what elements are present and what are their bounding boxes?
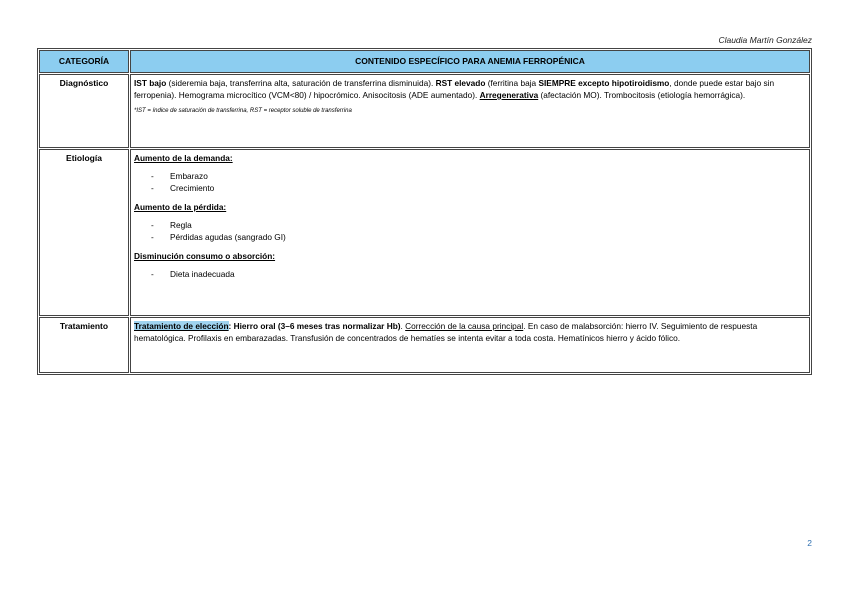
- row-tratamiento: [39, 317, 810, 373]
- author-name: Claudia Martín González: [718, 35, 812, 45]
- correccion-causa-text: Corrección de la causa principal: [405, 321, 524, 331]
- content-diagnostico: [130, 74, 810, 148]
- diag-text-1: (sideremia baja, transferrina alta, saturación de transferrina disminuida).: [166, 78, 436, 88]
- arregenerativa-text: Arregenerativa: [479, 90, 539, 101]
- etio-list-consumo: [134, 268, 806, 280]
- page-number: 2: [807, 538, 812, 548]
- row-diagnostico: [39, 74, 810, 148]
- etio-list-demanda: [134, 170, 806, 194]
- content-etiologia: [130, 149, 810, 316]
- diag-text-3: , donde puede estar bajo sin ferropenia). Hemograma microcítico (VCM<80) / hipocrómico. Anisocitosis (ADE aumentado).: [134, 78, 775, 101]
- table-header-row: [39, 50, 810, 73]
- category-etiologia: Etiología: [39, 149, 129, 316]
- category-diagnostico: Diagnóstico: [39, 74, 129, 148]
- list-item: - Crecimiento: [151, 182, 806, 194]
- hierro-oral-text: Hierro oral (3–6 meses tras normalizar Hb): [233, 321, 401, 331]
- list-item: - Dieta inadecuada: [151, 268, 806, 280]
- row-etiologia: [39, 149, 810, 316]
- etio-heading-demanda: Aumento de la demanda:: [134, 153, 233, 163]
- diag-text-2: (ferritina baja: [485, 78, 539, 88]
- tratamiento-eleccion-text: Tratamiento de elección: [134, 321, 229, 331]
- list-item: - Embarazo: [151, 170, 806, 182]
- trat-text-2: .: [400, 321, 406, 331]
- siempre-excepto-text: SIEMPRE excepto hipotiroidismo: [538, 78, 670, 88]
- rst-elevado-text: RST elevado: [435, 78, 486, 88]
- etio-list-perdida: [134, 219, 806, 243]
- list-item: - Pérdidas agudas (sangrado GI): [151, 231, 806, 243]
- header-contenido: CONTENIDO ESPECÍFICO PARA ANEMIA FERROPÉNICA: [130, 50, 810, 73]
- diag-footnote: *IST = índice de saturación de transferrina, RST = receptor soluble de transferrina: [134, 108, 352, 115]
- list-item: - Regla: [151, 219, 806, 231]
- ist-bajo-text: IST bajo: [134, 78, 167, 88]
- etio-heading-perdida: Aumento de la pérdida:: [134, 202, 227, 213]
- etio-heading-consumo: Disminución consumo o absorción:: [134, 251, 276, 262]
- content-tratamiento: [130, 317, 810, 373]
- trat-text-1: :: [228, 321, 234, 331]
- content-table: [37, 48, 812, 375]
- trat-text-3: . En caso de malabsorción: hierro IV. Seguimiento de respuesta hematológica. Profilaxis en embarazadas. Transfusión de concentrados de hematíes se intenta evitar a toda costa. Hematínicos hierro y ácido fólico.: [134, 321, 758, 344]
- diag-text-4: (afectación MO). Trombocitosis (etiología hemorrágica).: [538, 90, 746, 101]
- category-tratamiento: Tratamiento: [39, 317, 129, 373]
- header-categoria: CATEGORÍA: [39, 50, 129, 73]
